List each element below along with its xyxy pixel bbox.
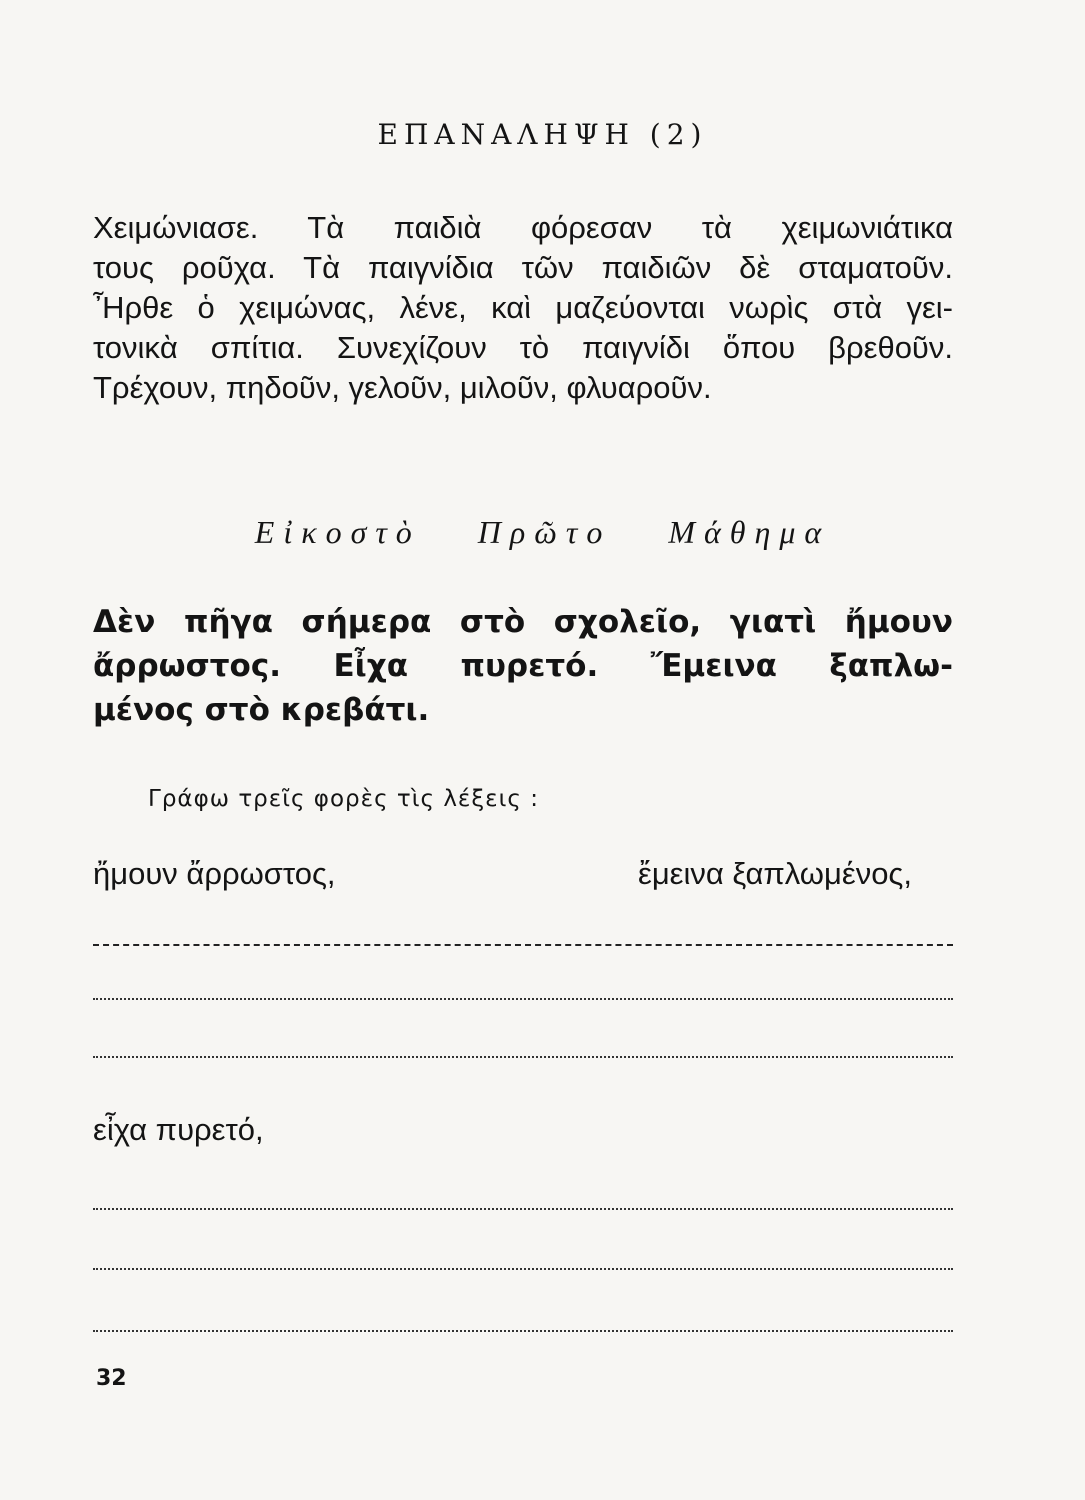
exercise-word-2: ἔμεινα ξαπλωμένος, — [638, 856, 912, 891]
exercise-word-1: ἤμουν ἄρρωστος, — [93, 856, 336, 891]
paragraph-line: τους ροῦχα. Τὰ παιγνίδια τῶν παιδιῶν δὲ σταματοῦν. — [93, 250, 953, 285]
paragraph-line: Χειμώνιασε. Τὰ παιδιὰ φόρεσαν τὰ χειμωνιάτικα — [93, 210, 953, 245]
lesson-text — [93, 600, 953, 732]
exercise-instruction: Γράφω τρεῖς φορὲς τὶς λέξεις : — [148, 786, 539, 812]
lesson-text-line: ἄρρωστος. Εἶχα πυρετό. Ἔμεινα ξαπλω- — [93, 648, 953, 684]
writing-line[interactable] — [93, 944, 953, 946]
page-heading: ΕΠΑΝΑΛΗΨΗ (2) — [377, 118, 708, 151]
writing-line[interactable] — [93, 1208, 953, 1210]
exercise-word-3: εἶχα πυρετό, — [93, 1112, 264, 1147]
writing-line[interactable] — [93, 1330, 953, 1332]
reading-paragraph — [93, 208, 953, 408]
lesson-title: Εἰκοστὸ Πρῶτο Μάθημα — [254, 514, 831, 550]
paragraph-line: Τρέχουν, πηδοῦν, γελοῦν, μιλοῦν, φλυαροῦν. — [93, 370, 712, 405]
writing-line[interactable] — [93, 1056, 953, 1058]
page-number: 32 — [96, 1366, 127, 1391]
paragraph-line: Ἦρθε ὁ χειμώνας, λένε, καὶ μαζεύονται νωρὶς στὰ γει- — [93, 290, 953, 325]
writing-line[interactable] — [93, 998, 953, 1000]
lesson-text-line: μένος στὸ κρεβάτι. — [93, 692, 430, 728]
paragraph-line: τονικὰ σπίτια. Συνεχίζουν τὸ παιγνίδι ὅπου βρεθοῦν. — [93, 330, 953, 365]
lesson-text-line: Δὲν πῆγα σήμερα στὸ σχολεῖο, γιατὶ ἤμουν — [93, 604, 953, 640]
writing-line[interactable] — [93, 1268, 953, 1270]
